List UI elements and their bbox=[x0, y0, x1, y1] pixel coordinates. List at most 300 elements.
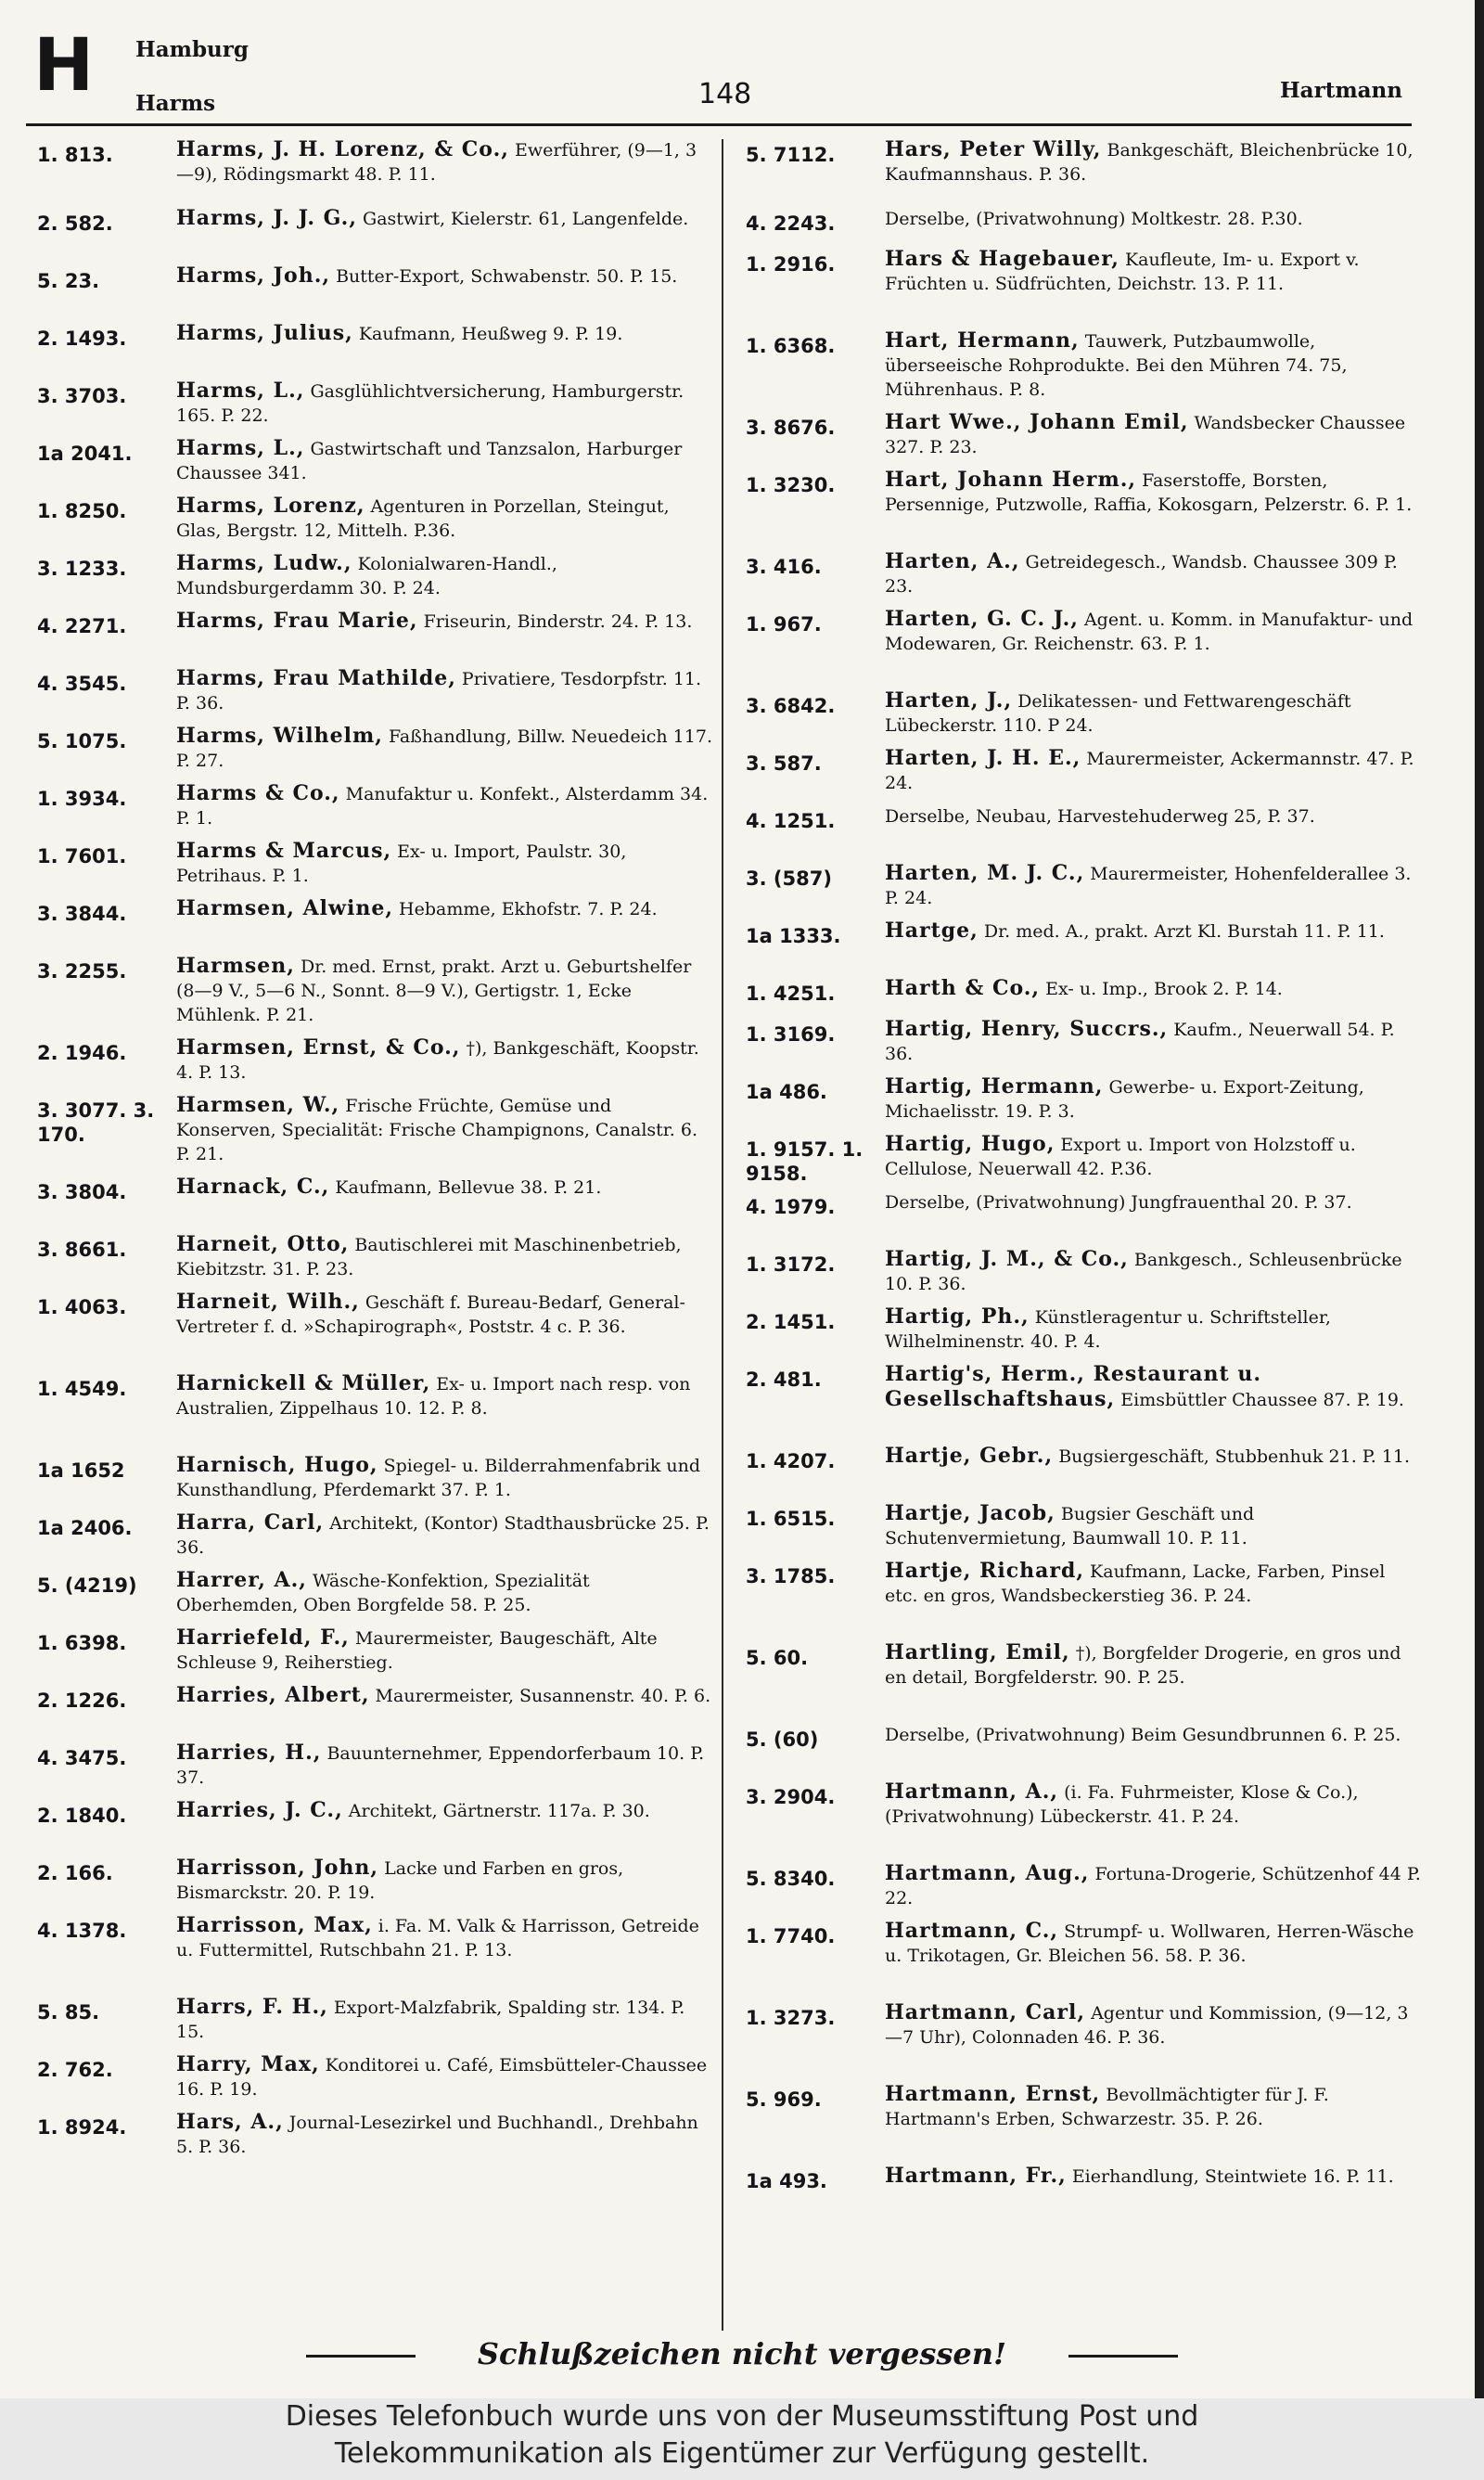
directory-entry bbox=[746, 976, 1423, 1017]
entry-details: Agentur und Kommission, (9—12, 3—7 Uhr), Colonnaden 46. P. 36. bbox=[885, 2003, 1409, 2048]
directory-entry bbox=[37, 2110, 714, 2167]
directory-entry bbox=[746, 2164, 1423, 2221]
phone-number: 5. 60. bbox=[746, 1647, 809, 1669]
entry-details: †), Borgfelder Drogerie, en gros und en detail, Borgfelderstr. 90. P. 25. bbox=[885, 1643, 1401, 1688]
entry-details: Maurermeister, Baugeschäft, Alte Schleuse 9, Reiherstieg. bbox=[176, 1628, 658, 1673]
phone-number: 2. 582. bbox=[37, 212, 113, 235]
phone-number: 2. 762. bbox=[37, 2059, 113, 2081]
entry-text bbox=[176, 206, 714, 231]
phone-number: 3. 2255. bbox=[37, 960, 127, 983]
entry-name: Harten, J. H. E., bbox=[885, 746, 1081, 770]
entry-details: Ex- u. Imp., Brook 2. P. 14. bbox=[1045, 979, 1283, 999]
entry-name: Hart, Hermann, bbox=[885, 328, 1080, 353]
entry-details: Agenturen in Porzellan, Steingut, Glas, Bergstr. 12, Mittelh. P.36. bbox=[176, 496, 670, 541]
phone-number: 3. (587) bbox=[746, 867, 832, 890]
phone-number: 2. 1946. bbox=[37, 1042, 127, 1064]
credit-line-2: Telekommunikation als Eigentümer zur Verfügung gestellt. bbox=[334, 2437, 1150, 2470]
directory-entry bbox=[37, 379, 714, 436]
directory-entry bbox=[37, 1371, 714, 1453]
entry-text bbox=[885, 206, 1423, 231]
entry-text bbox=[885, 137, 1423, 186]
phone-number: 4. 1979. bbox=[746, 1196, 836, 1218]
guide-city: Hamburg bbox=[135, 37, 249, 62]
phone-number: 1. 6515. bbox=[746, 1508, 836, 1530]
entry-text bbox=[885, 2164, 1423, 2189]
directory-entry bbox=[37, 2052, 714, 2110]
entry-name: Hartmann, Ernst, bbox=[885, 2082, 1101, 2106]
entry-name: Hartje, Jacob, bbox=[885, 1501, 1055, 1525]
directory-entry bbox=[37, 666, 714, 724]
directory-entry bbox=[37, 724, 714, 781]
directory-entry bbox=[37, 1093, 714, 1175]
page-header bbox=[26, 26, 1408, 128]
phone-number: 1. 6368. bbox=[746, 335, 836, 357]
directory-entry bbox=[746, 1017, 1423, 1074]
phone-number: 2. 1226. bbox=[37, 1690, 127, 1712]
directory-entry bbox=[746, 1132, 1423, 1189]
directory-entry bbox=[746, 1780, 1423, 1861]
entry-name: Hartig, Ph., bbox=[885, 1304, 1030, 1329]
entry-details: Butter-Export, Schwabenstr. 50. P. 15. bbox=[336, 266, 678, 287]
phone-number: 1a 1652 bbox=[37, 1459, 125, 1482]
entry-details: Manufaktur u. Konfekt., Alsterdamm 34. P. 1. bbox=[176, 784, 709, 829]
entry-name: Harms & Marcus, bbox=[176, 839, 392, 863]
phone-number: 3. 3703. bbox=[37, 385, 127, 407]
phone-number: 3. 3804. bbox=[37, 1181, 127, 1203]
entry-details: Derselbe, Neubau, Harvestehuderweg 25, P. 37. bbox=[885, 806, 1315, 827]
entry-name: Hartig, Hugo, bbox=[885, 1132, 1055, 1156]
phone-number: 3. 6842. bbox=[746, 695, 836, 717]
entry-text bbox=[885, 1304, 1423, 1354]
phone-number: 1. 3934. bbox=[37, 788, 127, 810]
directory-entry bbox=[37, 1683, 714, 1741]
page-number: 148 bbox=[698, 78, 752, 110]
entry-name: Harrs, F. H., bbox=[176, 1995, 328, 2019]
entry-name: Harries, H., bbox=[176, 1741, 322, 1765]
entry-name: Harneit, Otto, bbox=[176, 1232, 350, 1256]
directory-entry bbox=[746, 1722, 1423, 1780]
entry-text bbox=[176, 1568, 714, 1617]
entry-text bbox=[885, 2000, 1423, 2050]
entry-details: Eimsbüttler Chaussee 87. P. 19. bbox=[1120, 1390, 1404, 1410]
entry-details: Konditorei u. Café, Eimsbütteler-Chaussee 16. P. 19. bbox=[176, 2055, 708, 2100]
entry-name: Hars, Peter Willy, bbox=[885, 137, 1102, 161]
directory-entry bbox=[37, 839, 714, 896]
entry-name: Hartig, J. M., & Co., bbox=[885, 1247, 1129, 1271]
directory-entry bbox=[37, 494, 714, 551]
entry-name: Hartig, Hermann, bbox=[885, 1074, 1104, 1099]
entry-text bbox=[176, 896, 714, 921]
entry-details: Maurermeister, Hohenfelderallee 3. P. 24. bbox=[885, 864, 1412, 908]
entry-text bbox=[176, 1741, 714, 1790]
entry-name: Harneit, Wilh., bbox=[176, 1290, 360, 1314]
directory-entry bbox=[746, 1559, 1423, 1640]
right-column bbox=[746, 137, 1423, 2221]
phone-number: 4. 1378. bbox=[37, 1920, 127, 1942]
phone-number: 3. 587. bbox=[746, 752, 822, 775]
phone-number: 1. 4251. bbox=[746, 983, 836, 1005]
entry-details: Getreidegesch., Wandsb. Chaussee 309 P. 23. bbox=[885, 552, 1398, 597]
phone-number: 3. 3077. 3. 170. bbox=[37, 1099, 155, 1146]
entry-details: Tauwerk, Putzbaumwolle, überseeische Rohprodukte. Bei den Mühren 74. 75, Mührenhaus. P. 8. bbox=[885, 331, 1348, 400]
directory-entry bbox=[746, 688, 1423, 746]
directory-entry bbox=[746, 410, 1423, 468]
directory-entry bbox=[37, 1453, 714, 1510]
entry-text bbox=[176, 1683, 714, 1708]
entry-text bbox=[176, 321, 714, 346]
entry-text bbox=[176, 1913, 714, 1962]
entry-name: Harmsen, W., bbox=[176, 1093, 340, 1117]
directory-entry bbox=[746, 1501, 1423, 1559]
entry-name: Harnisch, Hugo, bbox=[176, 1453, 378, 1477]
entry-text bbox=[176, 137, 714, 186]
phone-number: 5. 85. bbox=[37, 2001, 100, 2024]
entry-text bbox=[885, 688, 1423, 738]
entry-details: Export-Malzfabrik, Spalding str. 134. P. 15. bbox=[176, 1998, 685, 2042]
entry-name: Harrisson, Max, bbox=[176, 1913, 373, 1937]
entry-text bbox=[885, 1189, 1423, 1214]
entry-details: Ex- u. Import nach resp. von Australien, Zippelhaus 10. 12. P. 8. bbox=[176, 1374, 691, 1419]
entry-details: Gewerbe- u. Export-Zeitung, Michaelisstr. 19. P. 3. bbox=[885, 1077, 1364, 1122]
directory-entry bbox=[37, 954, 714, 1035]
credit-banner bbox=[0, 2398, 1484, 2480]
directory-entry bbox=[746, 137, 1423, 206]
entry-text bbox=[176, 379, 714, 428]
entry-details: Bankgeschäft, Bleichenbrücke 10, Kaufmannshaus. P. 36. bbox=[885, 140, 1414, 185]
entry-name: Hartje, Richard, bbox=[885, 1559, 1084, 1583]
entry-details: Fortuna-Drogerie, Schützenhof 44 P. 22. bbox=[885, 1864, 1421, 1908]
entry-details: Architekt, Gärtnerstr. 117a. P. 30. bbox=[348, 1801, 650, 1821]
entry-text bbox=[885, 1640, 1423, 1690]
entry-details: Gastwirt, Kielerstr. 61, Langenfelde. bbox=[363, 209, 689, 229]
entry-text bbox=[885, 549, 1423, 598]
directory-entry bbox=[746, 1640, 1423, 1722]
phone-number: 2. 166. bbox=[37, 1862, 113, 1884]
section-letter: H bbox=[33, 24, 95, 108]
directory-entry bbox=[746, 1247, 1423, 1304]
entry-name: Harms & Co., bbox=[176, 781, 340, 805]
entry-name: Harms, L., bbox=[176, 379, 305, 403]
directory-entry bbox=[746, 247, 1423, 328]
entry-name: Harrer, A., bbox=[176, 1568, 307, 1592]
directory-entry bbox=[746, 468, 1423, 549]
entry-text bbox=[176, 1798, 714, 1823]
entry-name: Harms, Wilhelm, bbox=[176, 724, 383, 748]
phone-number: 4. 1251. bbox=[746, 810, 836, 832]
entry-details: (i. Fa. Fuhrmeister, Klose & Co.), (Privatwohnung) Lübeckerstr. 41. P. 24. bbox=[885, 1782, 1359, 1827]
entry-text bbox=[885, 976, 1423, 1001]
entry-details: Wäsche-Konfektion, Spezialität Oberhemden, Oben Borgfelde 58. P. 25. bbox=[176, 1571, 590, 1615]
entry-text bbox=[176, 436, 714, 485]
directory-entry bbox=[746, 1444, 1423, 1501]
entry-name: Harten, J., bbox=[885, 688, 1013, 713]
phone-number: 1. 4549. bbox=[37, 1378, 127, 1400]
entry-name: Harry, Max, bbox=[176, 2052, 320, 2076]
entry-text bbox=[176, 494, 714, 543]
directory-entry bbox=[37, 1290, 714, 1371]
phone-number: 1. 2916. bbox=[746, 253, 836, 276]
entry-details: Export u. Import von Holzstoff u. Cellulose, Neuerwall 42. P.36. bbox=[885, 1135, 1356, 1179]
entry-details: †), Bankgeschäft, Koopstr. 4. P. 13. bbox=[176, 1038, 699, 1083]
directory-entry bbox=[746, 1304, 1423, 1362]
left-column bbox=[37, 137, 714, 2167]
entry-name: Hars & Hagebauer, bbox=[885, 247, 1119, 271]
phone-number: 3. 1785. bbox=[746, 1565, 836, 1587]
directory-entry bbox=[37, 1741, 714, 1798]
entry-text bbox=[885, 1501, 1423, 1550]
guide-first-entry: Harms bbox=[135, 91, 216, 116]
entry-text bbox=[176, 666, 714, 715]
column-divider bbox=[722, 139, 723, 2331]
entry-details: Privatiere, Tesdorpfstr. 11. P. 36. bbox=[176, 669, 702, 713]
directory-entry bbox=[746, 919, 1423, 976]
entry-name: Harms, Lorenz, bbox=[176, 494, 365, 518]
entry-name: Harries, Albert, bbox=[176, 1683, 370, 1707]
entry-name: Hartmann, A., bbox=[885, 1780, 1059, 1804]
directory-entry bbox=[746, 607, 1423, 688]
entry-name: Harten, A., bbox=[885, 549, 1020, 573]
phone-number: 3. 1233. bbox=[37, 558, 127, 580]
entry-name: Hars, A., bbox=[176, 2110, 284, 2134]
entry-details: Gasglühlichtversicherung, Hamburgerstr. 165. P. 22. bbox=[176, 381, 684, 426]
entry-text bbox=[885, 410, 1423, 459]
directory-entry bbox=[746, 2082, 1423, 2164]
entry-text bbox=[885, 468, 1423, 517]
directory-entry bbox=[37, 609, 714, 666]
entry-details: Kaufmann, Heußweg 9. P. 19. bbox=[358, 324, 623, 344]
entry-details: Agent. u. Komm. in Manufaktur- und Modewaren, Gr. Reichenstr. 63. P. 1. bbox=[885, 610, 1414, 654]
entry-details: Ex- u. Import, Paulstr. 30, Petrihaus. P. 1. bbox=[176, 842, 627, 886]
entry-details: Maurermeister, Susannenstr. 40. P. 6. bbox=[375, 1686, 711, 1706]
entry-text bbox=[176, 1290, 714, 1339]
directory-entry bbox=[746, 328, 1423, 410]
entry-text bbox=[176, 1453, 714, 1502]
phone-number: 5. 7112. bbox=[746, 144, 836, 166]
entry-details: Bugsiergeschäft, Stubbenhuk 21. P. 11. bbox=[1058, 1446, 1411, 1467]
entry-text bbox=[176, 1035, 714, 1085]
entry-text bbox=[885, 1074, 1423, 1124]
entry-text bbox=[885, 2082, 1423, 2131]
entry-details: Gastwirtschaft und Tanzsalon, Harburger Chaussee 341. bbox=[176, 439, 683, 483]
entry-name: Harrisson, John, bbox=[176, 1856, 379, 1880]
phone-number: 4. 3475. bbox=[37, 1747, 127, 1769]
header-rule bbox=[26, 123, 1412, 126]
entry-details: Künstleragentur u. Schriftsteller, Wilhelminenstr. 40. P. 4. bbox=[885, 1307, 1331, 1352]
entry-text bbox=[176, 839, 714, 888]
phone-number: 1. 967. bbox=[746, 613, 822, 636]
phone-number: 1. 4207. bbox=[746, 1450, 836, 1472]
entry-details: Derselbe, (Privatwohnung) Jungfrauenthal 20. P. 37. bbox=[885, 1192, 1352, 1213]
entry-details: Kaufm., Neuerwall 54. P. 36. bbox=[885, 1020, 1395, 1064]
phone-number: 5. 969. bbox=[746, 2088, 822, 2111]
entry-name: Hartig, Henry, Succrs., bbox=[885, 1017, 1169, 1041]
entry-details: Hebamme, Ekhofstr. 7. P. 24. bbox=[399, 899, 658, 919]
entry-details: Journal-Lesezirkel und Buchhandl., Drehbahn 5. P. 36. bbox=[176, 2113, 698, 2157]
phone-number: 1. 8924. bbox=[37, 2116, 127, 2139]
phone-number: 2. 1840. bbox=[37, 1805, 127, 1827]
phone-number: 3. 2904. bbox=[746, 1786, 836, 1808]
entry-details: Bauunternehmer, Eppendorferbaum 10. P. 37. bbox=[176, 1743, 705, 1788]
phone-number: 3. 416. bbox=[746, 556, 822, 578]
entry-text bbox=[176, 781, 714, 830]
entry-text bbox=[885, 1132, 1423, 1181]
entry-details: Lacke und Farben en gros, Bismarckstr. 20. P. 19. bbox=[176, 1858, 624, 1903]
entry-details: Dr. med. A., prakt. Arzt Kl. Burstah 11. P. 11. bbox=[983, 921, 1385, 942]
directory-entry bbox=[746, 803, 1423, 861]
entry-details: Frische Früchte, Gemüse und Konserven, Specialität: Frische Champignons, Canalstr. 6. P. 21. bbox=[176, 1096, 698, 1164]
entry-details: Dr. med. Ernst, prakt. Arzt u. Geburtshelfer (8—9 V., 5—6 N., Sonnt. 8—9 V.), Gertigstr. 1, Ecke Mühlenk. P. 21. bbox=[176, 957, 692, 1025]
entry-name: Harten, M. J. C., bbox=[885, 861, 1085, 885]
phone-number: 5. 1075. bbox=[37, 730, 127, 752]
directory-entry bbox=[746, 1189, 1423, 1247]
entry-name: Hartmann, Carl, bbox=[885, 2000, 1086, 2024]
entry-text bbox=[885, 1444, 1423, 1469]
phone-number: 1a 493. bbox=[746, 2170, 827, 2192]
entry-details: Kaufmann, Bellevue 38. P. 21. bbox=[335, 1177, 602, 1198]
entry-details: Maurermeister, Ackermannstr. 47. P. 24. bbox=[885, 749, 1414, 793]
directory-entry bbox=[37, 436, 714, 494]
directory-entry bbox=[746, 2000, 1423, 2082]
entry-text bbox=[885, 861, 1423, 910]
directory-entry bbox=[37, 137, 714, 206]
phone-number: 4. 3545. bbox=[37, 673, 127, 695]
phone-number: 1. 3273. bbox=[746, 2007, 836, 2029]
entry-name: Harnack, C., bbox=[176, 1175, 330, 1199]
directory-entry bbox=[37, 1995, 714, 2052]
directory-entry bbox=[37, 1035, 714, 1093]
entry-name: Harriefeld, F., bbox=[176, 1625, 350, 1650]
directory-entry bbox=[746, 1861, 1423, 1919]
directory-entry bbox=[37, 206, 714, 263]
entry-text bbox=[176, 1093, 714, 1166]
entry-name: Harries, J. C., bbox=[176, 1798, 343, 1822]
entry-details: Bankgesch., Schleusenbrücke 10. P. 36. bbox=[885, 1250, 1402, 1294]
phone-number: 1. 3230. bbox=[746, 474, 836, 496]
entry-details: Faserstoffe, Borsten, Persennige, Putzwolle, Raffia, Kokosgarn, Pelzerstr. 6. P. 1. bbox=[885, 470, 1413, 515]
entry-text bbox=[176, 1856, 714, 1905]
entry-details: Eierhandlung, Steintwiete 16. P. 11. bbox=[1071, 2166, 1394, 2187]
phone-number: 1a 486. bbox=[746, 1081, 827, 1103]
phone-number: 1. 813. bbox=[37, 144, 113, 166]
phone-number: 1a 2041. bbox=[37, 443, 133, 465]
directory-entry bbox=[37, 1232, 714, 1290]
phone-number: 1. 3169. bbox=[746, 1023, 836, 1046]
phone-number: 2. 1493. bbox=[37, 328, 127, 350]
directory-entry bbox=[746, 1074, 1423, 1132]
phone-number: 1. 7601. bbox=[37, 845, 127, 867]
entry-text bbox=[176, 609, 714, 634]
entry-details: Ewerführer, (9—1, 3—9), Rödingsmarkt 48. P. 11. bbox=[176, 140, 697, 185]
phone-number: 2. 481. bbox=[746, 1368, 822, 1391]
guide-last-entry: Hartmann bbox=[1279, 78, 1402, 103]
entry-details: Friseurin, Binderstr. 24. P. 13. bbox=[423, 611, 693, 632]
entry-name: Harms, J. H. Lorenz, & Co., bbox=[176, 137, 509, 161]
phone-number: 5. (60) bbox=[746, 1728, 819, 1751]
directory-entry bbox=[37, 551, 714, 609]
entry-name: Hartje, Gebr., bbox=[885, 1444, 1054, 1468]
entry-text bbox=[885, 1559, 1423, 1608]
entry-text bbox=[885, 1017, 1423, 1066]
directory-entry bbox=[37, 1625, 714, 1683]
entry-name: Harms, Frau Marie, bbox=[176, 609, 418, 633]
entry-name: Hartge, bbox=[885, 919, 979, 943]
entry-text bbox=[176, 1232, 714, 1281]
entry-details: Wandsbecker Chaussee 327. P. 23. bbox=[885, 413, 1406, 457]
phone-number: 1. 8250. bbox=[37, 500, 127, 522]
entry-text bbox=[176, 551, 714, 600]
phone-number: 5. (4219) bbox=[37, 1574, 137, 1597]
directory-entry bbox=[37, 1568, 714, 1625]
entry-name: Harms, Julius, bbox=[176, 321, 353, 345]
entry-text bbox=[176, 1510, 714, 1560]
entry-text bbox=[885, 328, 1423, 402]
entry-details: Kolonialwaren-Handl., Mundsburgerdamm 30. P. 24. bbox=[176, 554, 557, 598]
entry-details: Bevollmächtigter für J. F. Hartmann's Erben, Schwarzestr. 35. P. 26. bbox=[885, 2085, 1329, 2129]
directory-entry bbox=[37, 896, 714, 954]
entry-details: Delikatessen- und Fettwarengeschäft Lübeckerstr. 110. P 24. bbox=[885, 691, 1351, 736]
entry-text bbox=[885, 919, 1423, 944]
entry-text bbox=[885, 803, 1423, 829]
entry-name: Harmsen, bbox=[176, 954, 295, 978]
entry-text bbox=[885, 1780, 1423, 1829]
directory-entry bbox=[746, 206, 1423, 247]
entry-text bbox=[885, 1247, 1423, 1296]
phone-number: 4. 2271. bbox=[37, 615, 127, 637]
footer-notice: Schlußzeichen nicht vergessen! bbox=[477, 2336, 1007, 2371]
entry-name: Hartig's, Herm., Restaurant u. Gesellschaftshaus, bbox=[885, 1362, 1261, 1411]
entry-details: i. Fa. M. Valk & Harrisson, Getreide u. Futtermittel, Rutschbahn 21. P. 13. bbox=[176, 1916, 699, 1960]
entry-details: Spiegel- u. Bilderrahmenfabrik und Kunsthandlung, Pferdemarkt 37. P. 1. bbox=[176, 1456, 701, 1500]
phone-number: 2. 1451. bbox=[746, 1311, 836, 1333]
entry-text bbox=[885, 1861, 1423, 1910]
entry-text bbox=[885, 1919, 1423, 1968]
directory-entry bbox=[746, 1362, 1423, 1444]
directory-entry bbox=[37, 1798, 714, 1856]
directory-entry bbox=[37, 321, 714, 379]
directory-entry bbox=[37, 1913, 714, 1995]
entry-text bbox=[885, 746, 1423, 795]
directory-entry bbox=[37, 1175, 714, 1232]
entry-name: Harmsen, Ernst, & Co., bbox=[176, 1035, 461, 1060]
directory-entry bbox=[37, 263, 714, 321]
entry-text bbox=[176, 2052, 714, 2101]
phone-number: 1a 2406. bbox=[37, 1517, 133, 1539]
phone-number: 4. 2243. bbox=[746, 212, 836, 235]
entry-text bbox=[176, 1175, 714, 1200]
entry-details: Bugsier Geschäft und Schutenvermietung, Baumwall 10. P. 11. bbox=[885, 1504, 1255, 1548]
directory-entry bbox=[746, 861, 1423, 919]
directory-entry bbox=[37, 781, 714, 839]
phone-number: 3. 8661. bbox=[37, 1239, 127, 1261]
entry-name: Harms, Joh., bbox=[176, 263, 331, 288]
entry-text bbox=[885, 1362, 1423, 1412]
entry-details: Architekt, (Kontor) Stadthausbrücke 25. P. 36. bbox=[176, 1513, 710, 1558]
entry-text bbox=[885, 247, 1423, 296]
phone-number: 3. 8676. bbox=[746, 417, 836, 439]
entry-name: Harms, J. J. G., bbox=[176, 206, 357, 230]
phone-number: 3. 3844. bbox=[37, 903, 127, 925]
credit-line-1: Dieses Telefonbuch wurde uns von der Museumsstiftung Post und bbox=[285, 2400, 1199, 2433]
entry-text bbox=[176, 954, 714, 1027]
directory-entry bbox=[746, 549, 1423, 607]
entry-text bbox=[176, 1995, 714, 2044]
entry-details: Derselbe, (Privatwohnung) Beim Gesundbrunnen 6. P. 25. bbox=[885, 1725, 1401, 1745]
entry-name: Harms, Frau Mathilde, bbox=[176, 666, 456, 690]
phone-number: 1. 6398. bbox=[37, 1632, 127, 1654]
entry-text bbox=[176, 724, 714, 773]
entry-details: Bautischlerei mit Maschinenbetrieb, Kiebitzstr. 31. P. 23. bbox=[176, 1235, 682, 1279]
entry-name: Hartmann, Fr., bbox=[885, 2164, 1067, 2188]
